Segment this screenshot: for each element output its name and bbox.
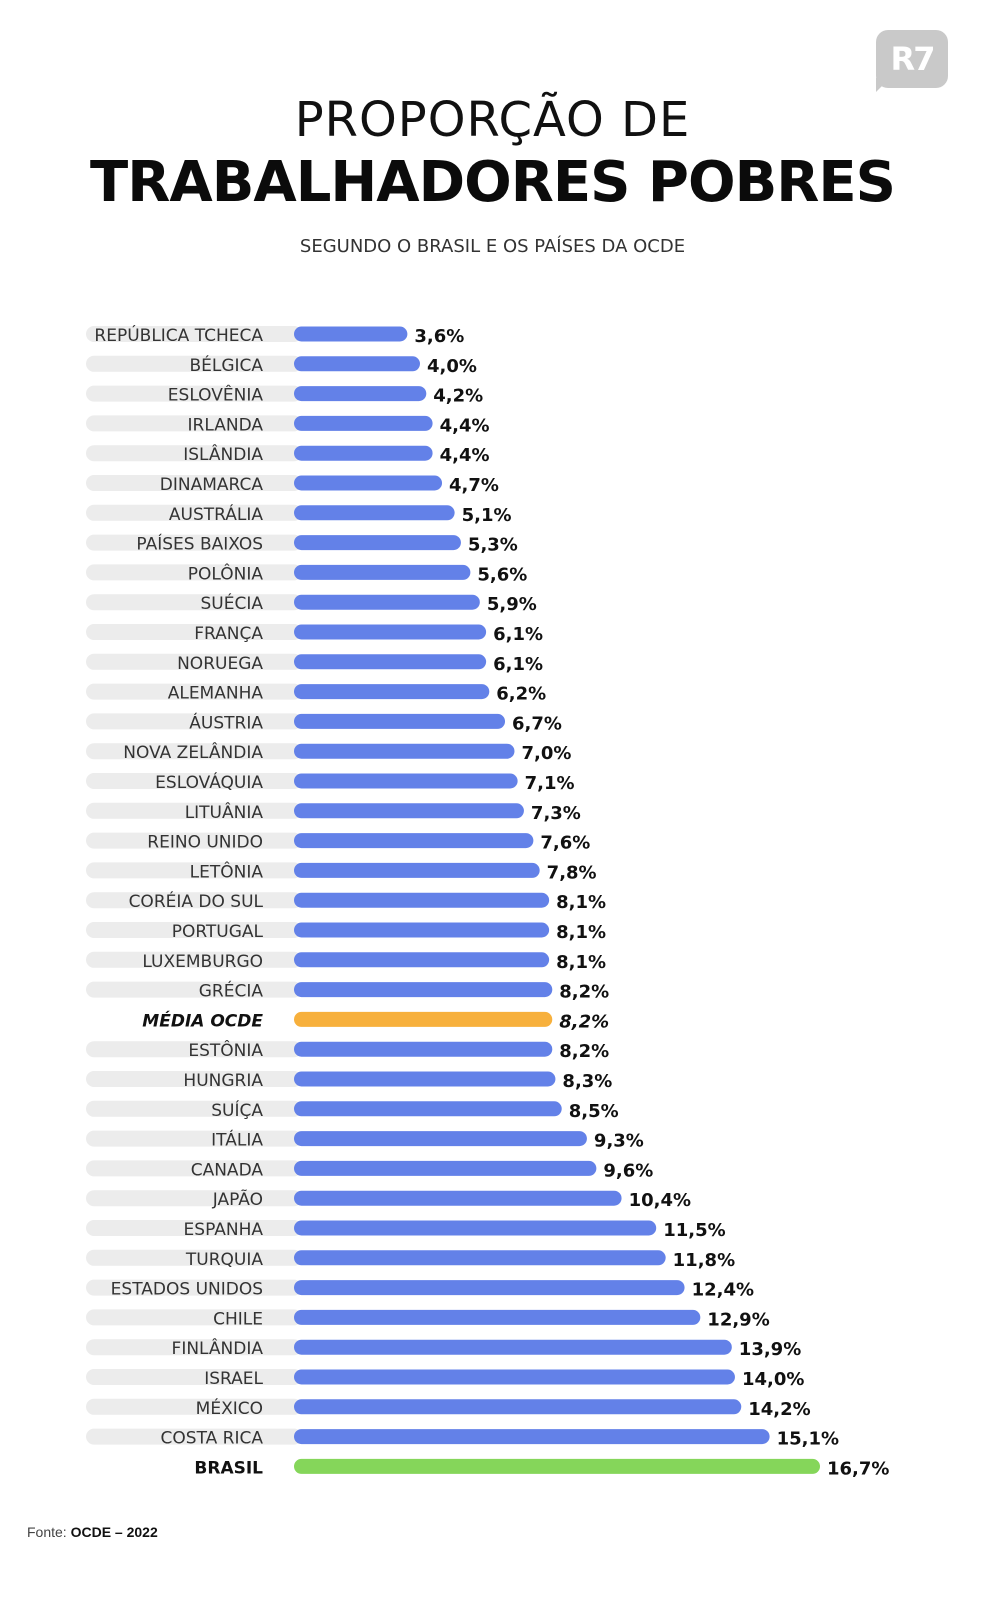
value-label: 9,6% [603, 1160, 654, 1182]
value-label: 8,2% [559, 1011, 610, 1033]
value-label: 16,7% [827, 1458, 890, 1480]
value-label: 3,6% [414, 326, 465, 347]
category-label: LETÔNIA [189, 862, 263, 883]
category-label: NOVA ZELÂNDIA [123, 743, 263, 764]
category-label: ESLOVÊNIA [167, 385, 263, 406]
category-label: ÁUSTRIA [189, 713, 263, 734]
bar [294, 476, 442, 491]
value-label: 12,9% [707, 1309, 770, 1331]
category-label: ESTÔNIA [188, 1041, 263, 1062]
bar [294, 386, 426, 401]
bar-row-itália [86, 1129, 644, 1152]
chart-subtitle: SEGUNDO O BRASIL E OS PAÍSES DA OCDE [299, 236, 686, 257]
bar-row-letônia [86, 860, 597, 883]
value-label: 14,0% [741, 1369, 805, 1390]
bar-row-austrália [86, 503, 512, 526]
bar-row-suíça [86, 1099, 619, 1122]
bar-row-espanha [86, 1220, 726, 1241]
category-label: CANADA [190, 1160, 263, 1181]
category-label: LUXEMBURGO [142, 951, 263, 972]
category-label: FINLÂNDIA [171, 1339, 263, 1360]
category-label: AUSTRÁLIA [168, 504, 263, 525]
bar [294, 654, 486, 669]
bar-row-alemanha [86, 684, 546, 705]
bar [294, 1161, 596, 1176]
bar-row-japão [86, 1188, 691, 1211]
bar [294, 744, 514, 759]
bar-row-méxico [86, 1397, 811, 1420]
value-label: 8,1% [556, 922, 607, 943]
value-label: 14,2% [748, 1398, 811, 1420]
bar [294, 1250, 666, 1265]
bar-row-reino-unido [86, 833, 590, 854]
r7-logo: R7 [876, 30, 948, 88]
bar [294, 535, 461, 550]
bar [294, 1459, 820, 1474]
category-label: ITÁLIA [211, 1130, 263, 1151]
bar [294, 327, 407, 342]
bar [294, 923, 549, 938]
value-label: 8,5% [568, 1100, 619, 1122]
source-prefix: Fonte: [27, 1524, 67, 1540]
bar-row-república-tcheca [86, 324, 464, 347]
bar-row-suécia [86, 592, 537, 615]
value-label: 6,1% [493, 624, 544, 645]
bar-row-eslováquia [86, 771, 575, 794]
value-label: 4,0% [426, 355, 477, 377]
bar [294, 1042, 552, 1057]
category-label: ISLÂNDIA [183, 445, 263, 466]
bar [294, 952, 549, 967]
bar [294, 446, 433, 461]
bar-row-irlanda [86, 415, 490, 436]
bar [294, 595, 480, 610]
bar-row-frança [86, 624, 543, 645]
bar-row-hungria [86, 1071, 612, 1092]
value-label: 5,3% [467, 534, 518, 556]
bar [294, 982, 552, 997]
bar [294, 774, 518, 789]
category-label: ISRAEL [204, 1369, 263, 1389]
bar-row-lituânia [86, 801, 581, 824]
value-label: 7,3% [530, 802, 581, 824]
bar-row-israel [86, 1369, 804, 1390]
bar [294, 1221, 656, 1236]
category-label: ESPANHA [183, 1220, 263, 1240]
bar [294, 714, 505, 729]
value-label: 6,1% [493, 653, 544, 675]
category-label: IRLANDA [187, 415, 263, 436]
bar [294, 1370, 735, 1385]
source-note [27, 1524, 158, 1540]
bar [294, 1399, 741, 1414]
category-label: SUÉCIA [200, 594, 263, 615]
value-label: 8,2% [559, 1041, 610, 1063]
bar [294, 803, 524, 818]
bar [294, 1131, 587, 1146]
value-label: 8,3% [562, 1071, 613, 1092]
category-label: JAPÃO [212, 1190, 263, 1211]
category-label: PORTUGAL [171, 922, 263, 942]
category-label: DINAMARCA [159, 475, 263, 495]
value-label: 7,6% [540, 832, 591, 854]
value-label: 9,3% [593, 1130, 644, 1152]
bar-row-estados-unidos [86, 1280, 754, 1301]
label-pill [86, 1369, 302, 1385]
bar [294, 863, 540, 878]
label-pill [86, 1309, 302, 1325]
value-label: 7,1% [524, 773, 575, 794]
value-label: 11,5% [663, 1220, 726, 1241]
category-label: CHILE [213, 1309, 263, 1330]
category-label: ESLOVÁQUIA [155, 773, 263, 793]
bar-row-países-baixos [86, 533, 518, 556]
value-label: 4,4% [439, 415, 490, 437]
category-label: PAÍSES BAIXOS [136, 534, 263, 555]
value-label: 4,7% [449, 475, 499, 496]
label-pill [86, 1101, 302, 1117]
bar-row-portugal [86, 922, 606, 943]
category-label: TURQUIA [185, 1249, 263, 1270]
bar-row-média-ocde [142, 1009, 609, 1032]
category-label: POLÔNIA [187, 564, 263, 585]
category-label: COSTA RICA [160, 1428, 263, 1449]
bar-row-coréia-do-sul [86, 890, 606, 913]
label-pill [86, 1190, 302, 1206]
value-label: 11,8% [672, 1249, 736, 1271]
bar [294, 1012, 552, 1027]
bar [294, 1072, 555, 1087]
category-label: MÉDIA OCDE [142, 1011, 263, 1032]
category-label: FRANÇA [194, 624, 263, 644]
value-label: 7,0% [521, 743, 572, 765]
bar [294, 833, 533, 848]
value-label: 6,2% [496, 683, 547, 705]
category-label: HUNGRIA [183, 1071, 263, 1091]
bar-row-canada [86, 1160, 653, 1181]
bar-row-dinamarca [86, 475, 499, 496]
bar-row-bélgica [86, 354, 477, 377]
value-label: 8,1% [556, 951, 607, 973]
bar-row-islândia [86, 443, 490, 466]
category-label: MÉXICO [195, 1398, 263, 1419]
label-pill [86, 982, 302, 998]
category-label: CORÉIA DO SUL [128, 892, 263, 913]
value-label: 13,9% [738, 1339, 802, 1361]
value-label: 10,4% [628, 1190, 692, 1212]
bar-row-luxemburgo [86, 952, 606, 973]
source-value: OCDE – 2022 [70, 1524, 158, 1540]
bar [294, 1429, 770, 1444]
category-label: GRÉCIA [198, 981, 263, 1002]
category-label: ESTADOS UNIDOS [110, 1279, 263, 1300]
label-pill [86, 594, 302, 610]
value-label: 8,1% [556, 892, 607, 914]
bar [294, 684, 489, 699]
bar-row-estônia [86, 1039, 609, 1062]
bar-row-brasil [194, 1458, 889, 1479]
value-label: 6,7% [512, 713, 562, 735]
bar-row-nova-zelândia [86, 741, 571, 764]
value-label: 5,6% [477, 564, 528, 586]
bar [294, 1191, 622, 1206]
bar-row-turquia [86, 1250, 735, 1271]
bar [294, 893, 549, 908]
category-label: REPÚBLICA TCHECA [94, 326, 263, 346]
bar-row-eslovênia [86, 384, 483, 407]
bar [294, 1340, 732, 1355]
bar-row-costa-rica [86, 1429, 839, 1450]
category-label: BRASIL [194, 1458, 263, 1479]
bar-row-finlândia [86, 1337, 801, 1360]
value-label: 5,1% [461, 504, 512, 526]
label-pill [86, 1131, 302, 1147]
bar [294, 625, 486, 640]
value-label: 4,2% [433, 385, 484, 407]
value-label: 15,1% [776, 1428, 840, 1450]
category-label: BÉLGICA [189, 355, 263, 376]
category-label: LITUÂNIA [184, 802, 263, 823]
bar-row-polônia [86, 562, 527, 585]
bar [294, 505, 455, 520]
bar [294, 1310, 700, 1325]
value-label: 4,4% [439, 445, 490, 467]
chart-title-line1: PROPORÇÃO DE [294, 92, 691, 148]
bar [294, 416, 433, 431]
category-label: NORUEGA [177, 653, 263, 674]
category-label: REINO UNIDO [147, 832, 263, 853]
value-label: 8,2% [559, 981, 610, 1003]
chart-title-line2: TRABALHADORES POBRES [90, 150, 895, 215]
value-label: 5,9% [486, 594, 537, 616]
bar-row-noruega [86, 654, 543, 675]
bar-row-chile [86, 1309, 770, 1330]
bar-row-áustria [86, 711, 562, 734]
label-pill [86, 1399, 302, 1415]
bar [294, 1280, 685, 1295]
category-label: SUÍÇA [211, 1100, 263, 1121]
value-label: 12,4% [691, 1279, 755, 1301]
bar-row-grécia [86, 980, 609, 1003]
value-label: 7,8% [546, 862, 597, 884]
bar [294, 1101, 562, 1116]
category-label: ALEMANHA [167, 683, 263, 704]
bar [294, 565, 470, 580]
bar [294, 356, 420, 371]
